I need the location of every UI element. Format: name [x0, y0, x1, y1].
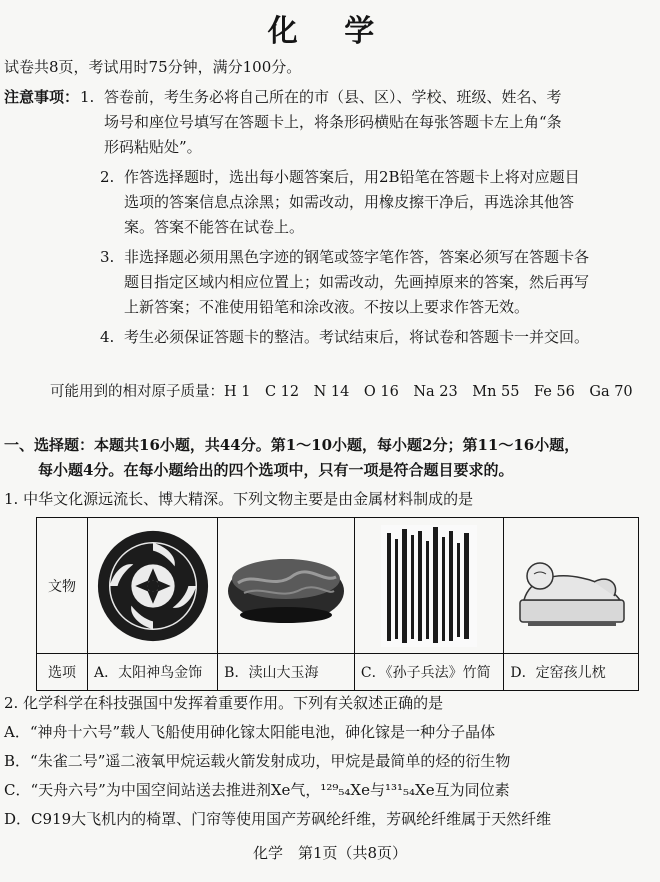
sun-bird-gold-ornament-icon [94, 527, 212, 645]
notice-item-number: 3. [100, 248, 115, 266]
relic-image-d [504, 518, 639, 654]
notice-item-line: 选项的答案信息点涂黑；如需改动，用橡皮擦干净后，再选涂其他答 [124, 193, 575, 211]
relic-table [36, 517, 639, 691]
notice-item-line: 作答选择题时，选出每小题答案后，用2B铅笔在答题卡上将对应题目 [124, 168, 580, 186]
bamboo-slips-icon [381, 525, 477, 647]
notice-item-line: 题目指定区域内相应位置上；如需改动，先画掉原来的答案，然后再写 [124, 273, 590, 291]
relic-image-c [354, 518, 504, 654]
notice-item-number: 2. [100, 168, 115, 186]
notice-label: 注意事项： [4, 88, 80, 106]
option-b: B．渎山大玉海 [218, 654, 355, 691]
question-2-option-a: A．“神舟十六号”载人飞船使用砷化镓太阳能电池，砷化镓是一种分子晶体 [4, 723, 496, 741]
notice-item-number: 4. [100, 328, 115, 346]
exam-intro: 试卷共8页，考试用时75分钟，满分100分。 [4, 58, 302, 76]
notice-item-line: 场号和座位号填写在答题卡上，将条形码横贴在每张答题卡左上角“条 [104, 113, 562, 131]
notice-item-line: 答卷前，考生务必将自己所在的市（县、区）、学校、班级、姓名、考 [104, 88, 562, 106]
option-a: A．太阳神鸟金饰 [88, 654, 218, 691]
question-2-option-c: C．“天舟六号”为中国空间站送去推进剂Xe气，¹²⁹₅₄Xe与¹³¹₅₄Xe互为同位素 [4, 781, 510, 799]
relic-image-a [88, 518, 218, 654]
question-2-option-d: D．C919大飞机内的椅罩、门帘等使用国产芳砜纶纤维，芳砜纶纤维属于天然纤维 [4, 810, 552, 828]
atomic-mass-list: 可能用到的相对原子质量：H 1 C 12 N 14 O 16 Na 23 Mn 55 Fe 56 Ga 70 [50, 384, 633, 400]
option-c: C．《孙子兵法》竹简 [354, 654, 504, 691]
section-heading-line1: 一、选择题：本题共16小题，共44分。第1～10小题，每小题2分；第11～16小题， [4, 436, 580, 454]
section-heading-line2: 每小题4分。在每小题给出的四个选项中，只有一项是符合题目要求的。 [38, 461, 514, 479]
child-pillow-icon [510, 538, 632, 634]
relic-image-b [218, 518, 355, 654]
notice-item-line: 考生必须保证答题卡的整洁。考试结束后，将试卷和答题卡一并交回。 [124, 328, 590, 346]
notice-item-line: 非选择题必须用黑色字迹的钢笔或签字笔作答，答案必须写在答题卡各 [124, 248, 590, 266]
notice-item-line: 案。答案不能答在试卷上。 [124, 218, 305, 236]
question-2-stem: 2. 化学科学在科技强国中发挥着重要作用。下列有关叙述正确的是 [4, 694, 444, 712]
question-1-stem: 1. 中华文化源远流长、博大精深。下列文物主要是由金属材料制成的是 [4, 490, 474, 508]
relic-option-row [37, 654, 639, 691]
jade-sea-icon [224, 543, 348, 629]
notice-item-line: 形码粘贴处”。 [104, 138, 202, 156]
relic-image-row [37, 518, 639, 654]
page-footer: 化学 第1页（共8页） [252, 844, 408, 862]
option-d: D．定窑孩儿枕 [504, 654, 639, 691]
question-2-option-b: B．“朱雀二号”遥二液氧甲烷运载火箭发射成功，甲烷是最简单的烃的衍生物 [4, 752, 511, 770]
row-label-option: 选项 [37, 654, 88, 691]
notice-item-number: 1. [80, 88, 95, 106]
notice-item-line: 上新答案；不准使用铅笔和涂改液。不按以上要求作答无效。 [124, 298, 530, 316]
page-title: 化 学 [267, 14, 393, 49]
row-label-relic: 文物 [37, 518, 88, 654]
